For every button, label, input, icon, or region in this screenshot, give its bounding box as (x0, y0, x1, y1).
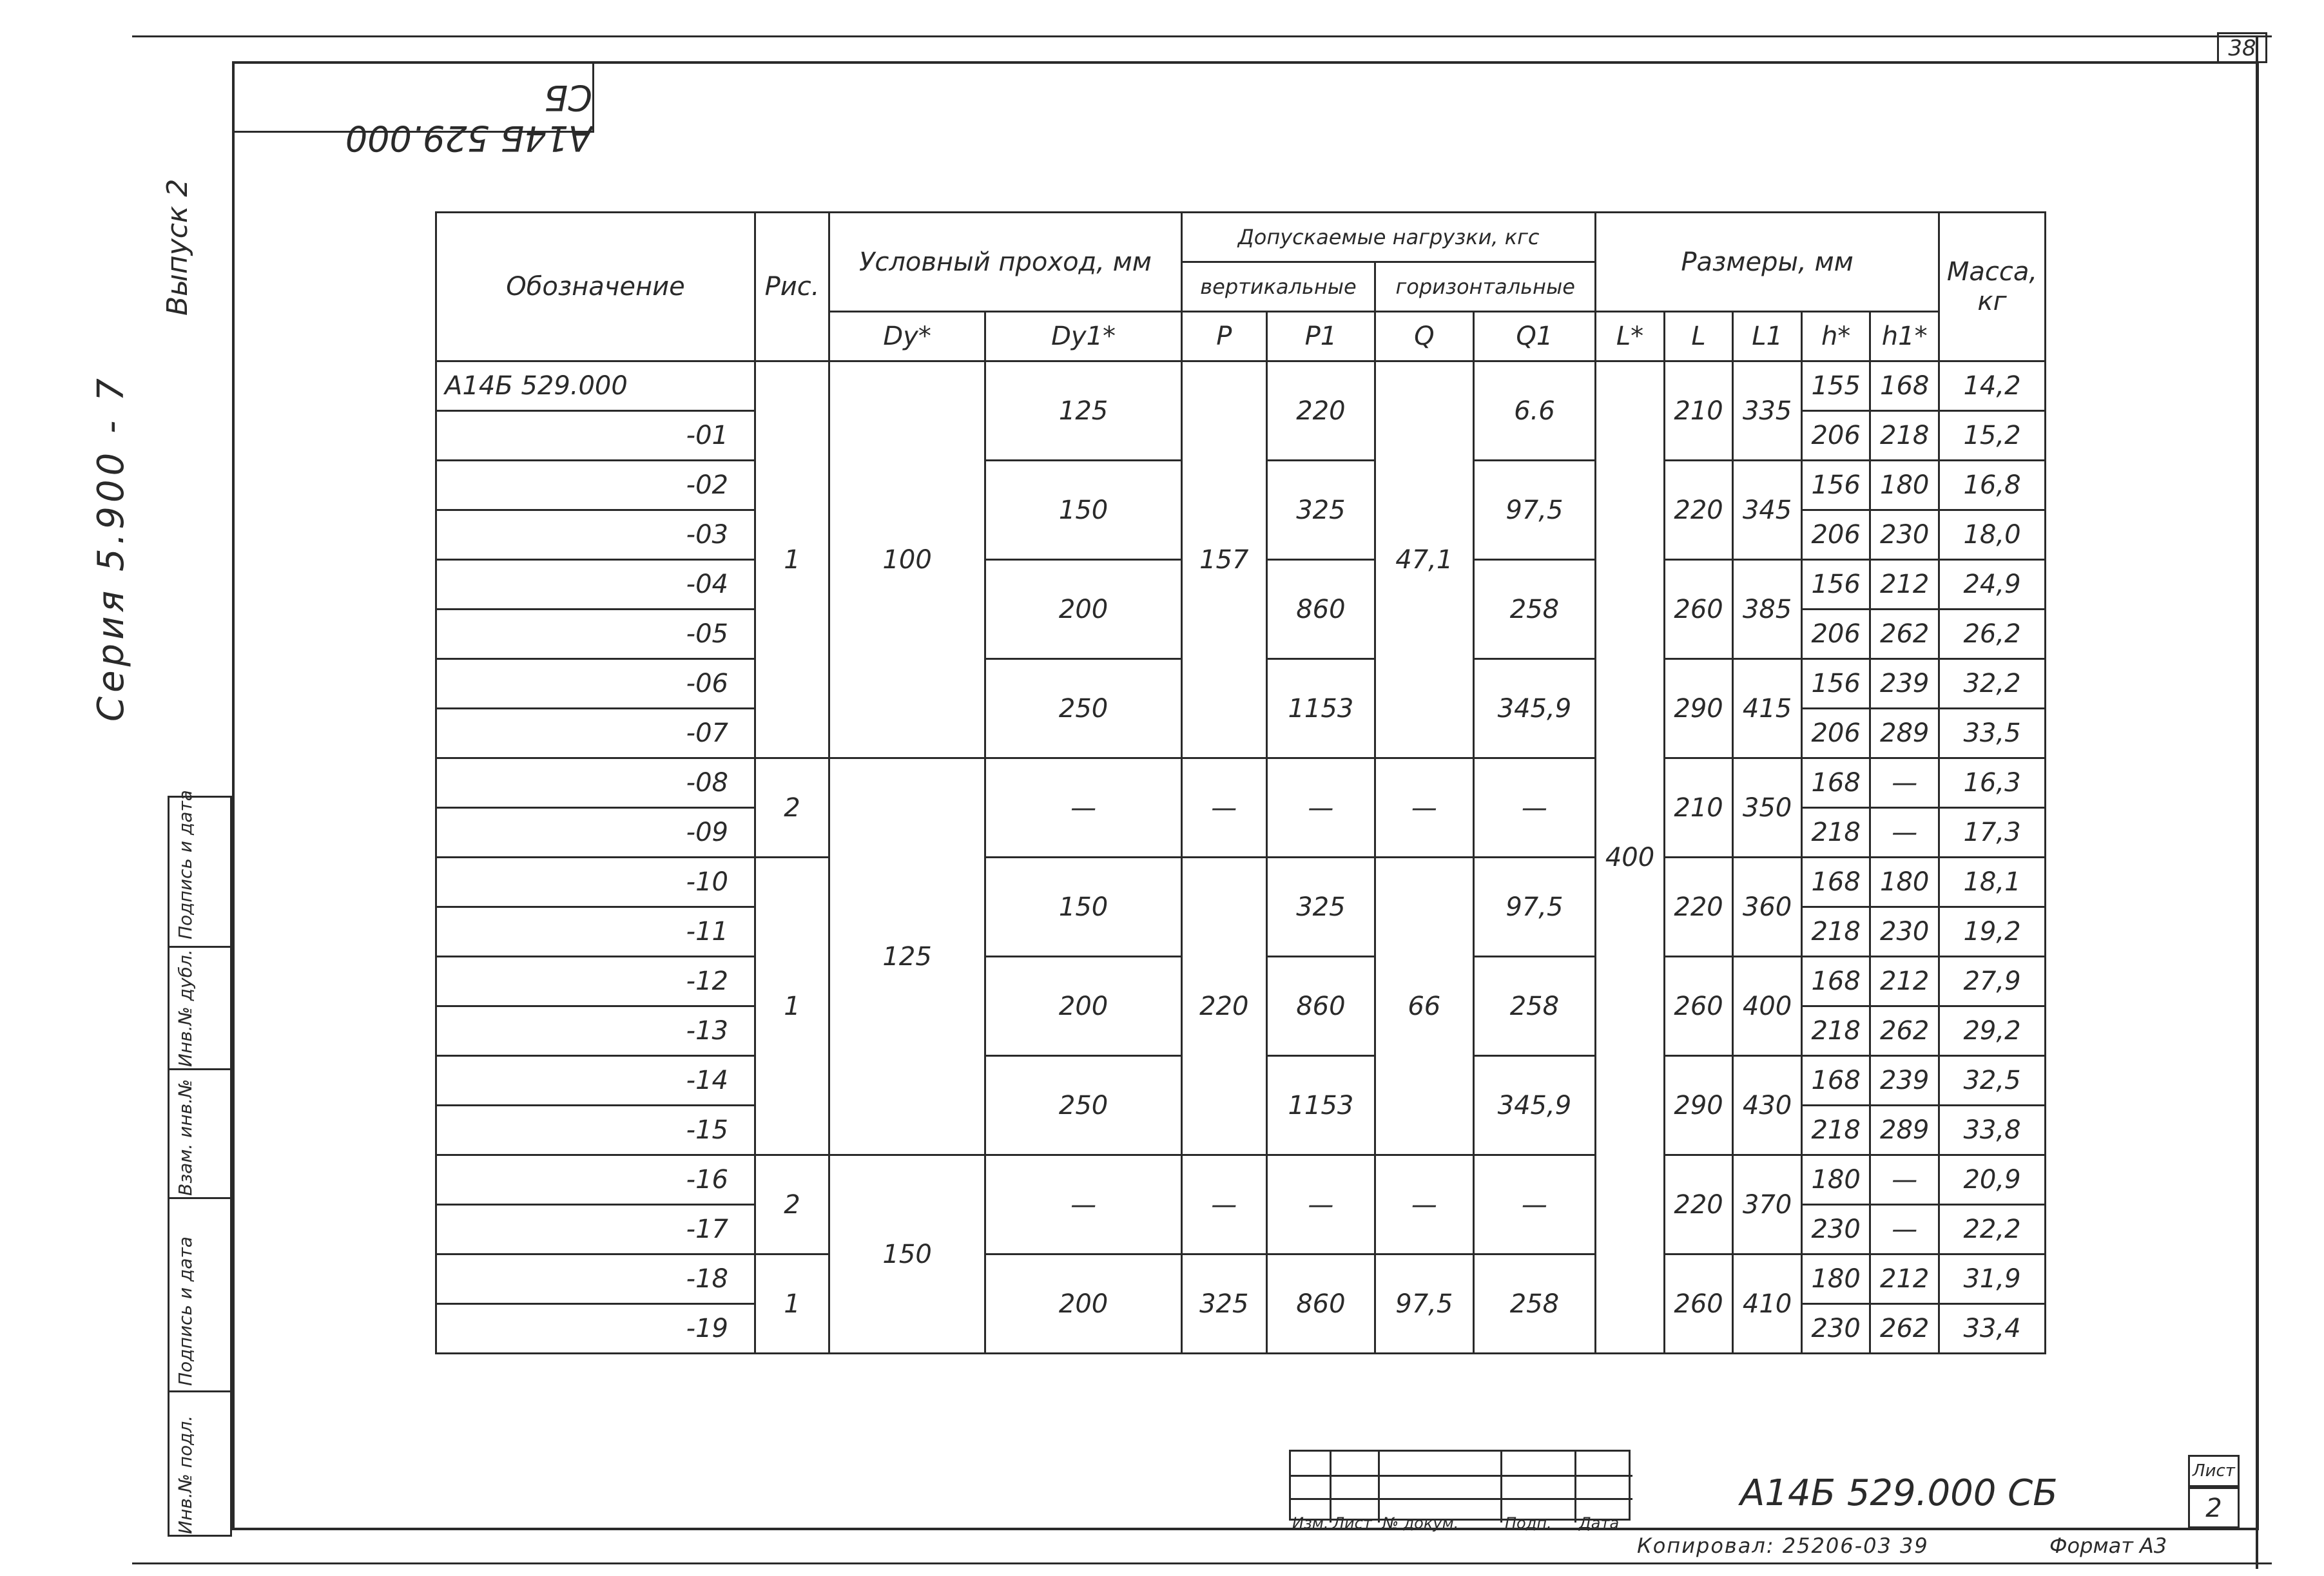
side-stamp-label: Подпись и дата (175, 1236, 196, 1386)
cell-q1: 345,9 (1473, 1056, 1596, 1155)
issue-label: Выпуск 2 (161, 178, 194, 316)
cell-q1: — (1473, 758, 1596, 858)
cell-l: 260 (1664, 957, 1733, 1056)
tb-line (1378, 1452, 1380, 1523)
cell-designation: -19 (436, 1304, 755, 1354)
cell-h1: 212 (1870, 957, 1939, 1006)
header-dy: Dу* (829, 312, 985, 361)
code-stamp-text: А14Б 529.000 СБ (345, 77, 592, 159)
cell-l: 210 (1664, 361, 1733, 461)
cell-h: 218 (1801, 1106, 1870, 1155)
cell-q1: 258 (1473, 1254, 1596, 1354)
cell-q1: 345,9 (1473, 659, 1596, 758)
cell-q: 97,5 (1375, 1254, 1473, 1354)
cell-mass: 22,2 (1939, 1205, 2046, 1254)
title-block-grid (1289, 1450, 1631, 1521)
cell-l1: 415 (1733, 659, 1802, 758)
cell-h: 206 (1801, 709, 1870, 758)
cell-h1: 262 (1870, 1006, 1939, 1056)
header-vertical: вертикальные (1181, 262, 1375, 312)
cell-mass: 20,9 (1939, 1155, 2046, 1205)
header-horizontal: горизонтальные (1375, 262, 1596, 312)
header-l-star: L* (1596, 312, 1665, 361)
cell-l: 290 (1664, 659, 1733, 758)
cell-fig: 1 (755, 361, 829, 758)
cell-h1: — (1870, 1205, 1939, 1254)
cell-l: 220 (1664, 858, 1733, 957)
cell-dy1: — (985, 758, 1182, 858)
cell-designation: -12 (436, 957, 755, 1006)
cell-mass: 32,5 (1939, 1056, 2046, 1106)
cell-l: 220 (1664, 1155, 1733, 1254)
cell-h1: 239 (1870, 1056, 1939, 1106)
cell-h1: 239 (1870, 659, 1939, 709)
tb-caption-sign: Подп. (1505, 1514, 1552, 1532)
cell-designation: А14Б 529.000 (436, 361, 755, 411)
cell-h: 218 (1801, 808, 1870, 858)
side-stamp (168, 790, 232, 1537)
cell-p: 220 (1181, 858, 1266, 1155)
cell-designation: -14 (436, 1056, 755, 1106)
cell-h1: 212 (1870, 560, 1939, 610)
cell-p1: — (1266, 758, 1375, 858)
cell-p1: 325 (1266, 858, 1375, 957)
cell-h: 230 (1801, 1205, 1870, 1254)
cell-mass: 18,1 (1939, 858, 2046, 907)
cell-mass: 31,9 (1939, 1254, 2046, 1304)
cell-l: 220 (1664, 461, 1733, 560)
side-stamp-label: Подпись и дата (175, 790, 196, 939)
code-stamp (233, 63, 594, 159)
cell-fig: 2 (755, 758, 829, 858)
cell-h1: — (1870, 1155, 1939, 1205)
cell-l1: 410 (1733, 1254, 1802, 1354)
cell-dy1: 150 (985, 461, 1182, 560)
cell-designation: -09 (436, 808, 755, 858)
cell-l: 260 (1664, 1254, 1733, 1354)
cell-designation: -02 (436, 461, 755, 510)
cell-h1: 289 (1870, 1106, 1939, 1155)
table-row (436, 858, 2046, 907)
side-cell (169, 1197, 230, 1392)
cell-h: 180 (1801, 1155, 1870, 1205)
cell-h1: 168 (1870, 361, 1939, 411)
cell-dy: 100 (829, 361, 985, 758)
table-row (436, 1254, 2046, 1304)
series-label: Серия 5.900 - 7 (90, 374, 132, 722)
cell-h: 218 (1801, 1006, 1870, 1056)
cell-h1: 180 (1870, 858, 1939, 907)
cell-mass: 15,2 (1939, 411, 2046, 461)
side-cell (169, 1390, 230, 1539)
cell-designation: -06 (436, 659, 755, 709)
cell-dy: 150 (829, 1155, 985, 1354)
cell-mass: 33,5 (1939, 709, 2046, 758)
cell-designation: -15 (436, 1106, 755, 1155)
cell-p1: 1153 (1266, 659, 1375, 758)
side-stamp-label: Инв.№ дубл. (175, 949, 196, 1067)
spec-table (435, 211, 2046, 1354)
cell-mass: 17,3 (1939, 808, 2046, 858)
cell-p1: 860 (1266, 1254, 1375, 1354)
cell-h: 180 (1801, 1254, 1870, 1304)
cell-h: 156 (1801, 659, 1870, 709)
header-nominal: Условный проход, мм (829, 213, 1182, 312)
cell-l1: 345 (1733, 461, 1802, 560)
cell-q: — (1375, 1155, 1473, 1254)
cell-designation: -05 (436, 610, 755, 659)
tb-line (1291, 1475, 1632, 1477)
cell-q1: 97,5 (1473, 461, 1596, 560)
cell-l1: 350 (1733, 758, 1802, 858)
cell-designation: -17 (436, 1205, 755, 1254)
cell-l1: 400 (1733, 957, 1802, 1056)
tb-line (1574, 1452, 1576, 1523)
header-p1: P1 (1266, 312, 1375, 361)
cell-h1: 218 (1870, 411, 1939, 461)
side-stamp-label: Инв.№ подл. (175, 1415, 196, 1534)
cell-fig: 1 (755, 1254, 829, 1354)
header-dims: Размеры, мм (1596, 213, 1939, 312)
side-stamp-label: Взам. инв.№ (175, 1079, 196, 1196)
cell-h1: 230 (1870, 907, 1939, 957)
cell-fig: 2 (755, 1155, 829, 1254)
cell-p1: 325 (1266, 461, 1375, 560)
header-q1: Q1 (1473, 312, 1596, 361)
cell-mass: 29,2 (1939, 1006, 2046, 1056)
cell-l: 260 (1664, 560, 1733, 659)
side-cell (169, 790, 230, 946)
cell-l: 290 (1664, 1056, 1733, 1155)
cell-h: 168 (1801, 758, 1870, 808)
tb-caption-doc: № докум. (1382, 1514, 1459, 1532)
cell-h: 168 (1801, 1056, 1870, 1106)
cell-mass: 18,0 (1939, 510, 2046, 560)
page-number: 38 (2217, 32, 2267, 63)
header-l: L (1664, 312, 1733, 361)
cell-q1: 258 (1473, 560, 1596, 659)
cell-h: 218 (1801, 907, 1870, 957)
header-designation: Обозначение (436, 213, 755, 361)
cell-h1: 289 (1870, 709, 1939, 758)
cell-h: 156 (1801, 461, 1870, 510)
cell-p1: 860 (1266, 560, 1375, 659)
cell-h: 155 (1801, 361, 1870, 411)
cell-q: 66 (1375, 858, 1473, 1155)
frame-top-line (132, 35, 2272, 37)
cell-dy1: 150 (985, 858, 1182, 957)
cell-fig: 1 (755, 858, 829, 1155)
cell-mass: 16,3 (1939, 758, 2046, 808)
header-h1: h1* (1870, 312, 1939, 361)
tb-caption-list: Лист (1333, 1514, 1372, 1532)
cell-p: — (1181, 1155, 1266, 1254)
cell-l1: 370 (1733, 1155, 1802, 1254)
cell-designation: -01 (436, 411, 755, 461)
tb-caption-date: Дата (1579, 1514, 1620, 1532)
cell-h: 168 (1801, 957, 1870, 1006)
cell-p: 325 (1181, 1254, 1266, 1354)
header-loads: Допускаемые нагрузки, кгс (1181, 213, 1595, 262)
cell-dy1: 250 (985, 659, 1182, 758)
cell-l1: 360 (1733, 858, 1802, 957)
cell-h1: — (1870, 758, 1939, 808)
cell-dy1: — (985, 1155, 1182, 1254)
cell-mass: 16,8 (1939, 461, 2046, 510)
table-row (436, 758, 2046, 808)
cell-dy1: 250 (985, 1056, 1182, 1155)
title-block-code: А14Б 529.000 СБ (1740, 1472, 2058, 1514)
header-l1: L1 (1733, 312, 1802, 361)
cell-dy1: 125 (985, 361, 1182, 461)
tb-caption-izm: Изм. (1292, 1514, 1329, 1532)
cell-dy1: 200 (985, 957, 1182, 1056)
header-q: Q (1375, 312, 1473, 361)
sheet-label: Лист (2188, 1455, 2240, 1487)
sheet-number: 2 (2188, 1487, 2240, 1528)
cell-mass: 33,4 (1939, 1304, 2046, 1354)
cell-l1: 385 (1733, 560, 1802, 659)
frame-right-line (2256, 35, 2258, 1569)
cell-mass: 32,2 (1939, 659, 2046, 709)
cell-l1: 335 (1733, 361, 1802, 461)
cell-l: 210 (1664, 758, 1733, 858)
cell-l1: 430 (1733, 1056, 1802, 1155)
cell-h: 230 (1801, 1304, 1870, 1354)
cell-mass: 33,8 (1939, 1106, 2046, 1155)
cell-mass: 24,9 (1939, 560, 2046, 610)
table-row (436, 1155, 2046, 1205)
cell-designation: -04 (436, 560, 755, 610)
table-row (436, 361, 2046, 411)
cell-q1: 97,5 (1473, 858, 1596, 957)
tb-line (1330, 1452, 1331, 1523)
cell-p1: — (1266, 1155, 1375, 1254)
header-fig: Рис. (755, 213, 829, 361)
cell-h1: 262 (1870, 610, 1939, 659)
cell-q1: — (1473, 1155, 1596, 1254)
cell-h1: 262 (1870, 1304, 1939, 1354)
cell-h1: — (1870, 808, 1939, 858)
cell-h: 168 (1801, 858, 1870, 907)
cell-h: 156 (1801, 560, 1870, 610)
frame-bottom-line (132, 1562, 2272, 1564)
cell-designation: -13 (436, 1006, 755, 1056)
cell-p1: 220 (1266, 361, 1375, 461)
format-label: Формат А3 (2049, 1533, 2167, 1558)
cell-p: 157 (1181, 361, 1266, 758)
cell-q1: 258 (1473, 957, 1596, 1056)
cell-designation: -08 (436, 758, 755, 808)
cell-h1: 230 (1870, 510, 1939, 560)
cell-q: 47,1 (1375, 361, 1473, 758)
cell-h: 206 (1801, 411, 1870, 461)
side-cell (169, 1068, 230, 1199)
cell-h: 206 (1801, 510, 1870, 560)
tb-line (1291, 1498, 1632, 1500)
side-cell (169, 946, 230, 1070)
cell-designation: -03 (436, 510, 755, 560)
cell-h1: 180 (1870, 461, 1939, 510)
header-h: h* (1801, 312, 1870, 361)
cell-dy1: 200 (985, 560, 1182, 659)
cell-p: — (1181, 758, 1266, 858)
tb-line (1500, 1452, 1502, 1523)
cell-dy: 125 (829, 758, 985, 1155)
cell-dy1: 200 (985, 1254, 1182, 1354)
cell-designation: -18 (436, 1254, 755, 1304)
cell-designation: -10 (436, 858, 755, 907)
copied-by: Копировал: 25206-03 39 (1637, 1533, 1929, 1558)
cell-p1: 1153 (1266, 1056, 1375, 1155)
cell-designation: -16 (436, 1155, 755, 1205)
cell-designation: -07 (436, 709, 755, 758)
cell-q1: 6.6 (1473, 361, 1596, 461)
cell-l-star: 400 (1596, 361, 1665, 1354)
header-p: P (1181, 312, 1266, 361)
cell-mass: 27,9 (1939, 957, 2046, 1006)
cell-designation: -11 (436, 907, 755, 957)
cell-mass: 19,2 (1939, 907, 2046, 957)
cell-mass: 26,2 (1939, 610, 2046, 659)
cell-h: 206 (1801, 610, 1870, 659)
header-dy1: Dу1* (985, 312, 1182, 361)
cell-h1: 212 (1870, 1254, 1939, 1304)
cell-p1: 860 (1266, 957, 1375, 1056)
cell-mass: 14,2 (1939, 361, 2046, 411)
cell-q: — (1375, 758, 1473, 858)
header-mass: Масса, кг (1939, 213, 2046, 361)
